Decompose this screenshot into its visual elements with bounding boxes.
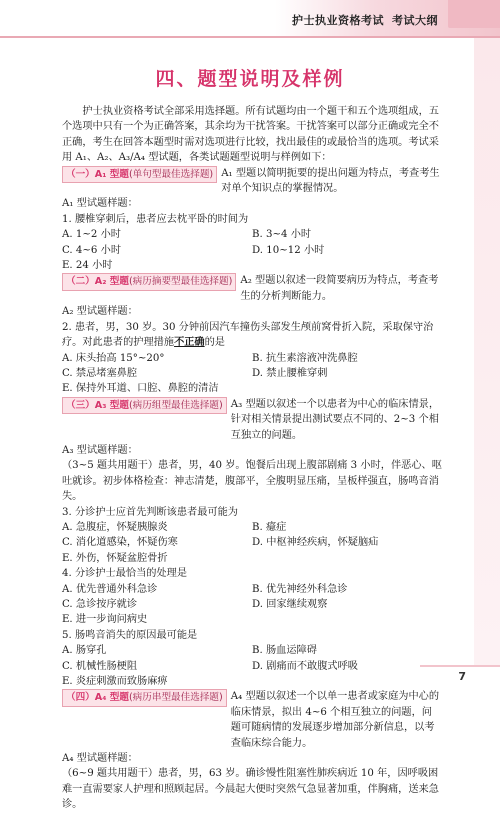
question-1: 1. 腰椎穿刺后，患者应去枕平卧的时间为: [62, 213, 249, 225]
option: D. 中枢神经疾病，怀疑脑疝: [252, 537, 379, 549]
a2-label-text: （二）A₂ 型题: [66, 276, 129, 288]
option: D. 10~12 小时: [252, 244, 325, 256]
option: C. 4~6 小时: [62, 244, 122, 256]
section-a2-label: [62, 273, 236, 290]
intro-paragraph: 护士执业资格考试全部采用选择题。所有试题均由一个题干和五个选项组成，五个选项中只有一个为正确答案，其余均为干扰答案。干扰答案可以部分正确或完全不正确，考生在回答本题型时需对选项进行比较，找出最佳的或最恰当的选项。考试采用 A₁、A₂、A₃/A₄ 型试题，各类试题题型说明与样例如下：: [62, 106, 439, 164]
option: A. 床头抬高 15°~20°: [62, 352, 165, 364]
question-5-options: [62, 643, 442, 689]
option: A. 优先普通外科急诊: [62, 583, 158, 595]
page-title: 四、题型说明及样例: [155, 68, 345, 90]
header-rule: [0, 36, 500, 38]
a3-label-text: （三）A₃ 型题: [66, 399, 129, 411]
option: E. 24 小时: [62, 260, 113, 272]
margin-stripe: [474, 38, 500, 666]
option: D. 禁止腰椎穿刺: [252, 367, 328, 379]
option: E. 保持外耳道、口腔、鼻腔的清洁: [62, 383, 219, 395]
section-a2-heading: [62, 273, 442, 304]
option: B. 优先神经外科急诊: [252, 583, 348, 595]
option: A. 急腹症，怀疑胰腺炎: [62, 521, 168, 533]
section-a3-heading: [62, 397, 442, 443]
section-a4-label: [62, 689, 227, 706]
question-1-options: [62, 227, 442, 273]
option: E. 进一步询问病史: [62, 614, 148, 626]
a2-sample-label: A₂ 型试题样题：: [62, 306, 138, 318]
a4-sample-label: A₄ 型试题样题：: [62, 753, 138, 765]
a2-label-sub: (病历摘要型最佳选择题): [128, 276, 233, 288]
option: E. 外伤，怀疑盆腔骨折: [62, 552, 168, 564]
section-a4-heading: [62, 689, 442, 751]
section-a4-desc: A₄ 型题以叙述一个以单一患者或家庭为中心的临床情景，拟出 4~6 个相互独立的问题，问题可随病情的发展逐步增加部分新信息，以考查临床综合能力。: [230, 691, 440, 749]
a1-label-text: （一）A₁ 型题: [66, 168, 129, 180]
question-3: 3. 分诊护士应首先判断该患者最可能为: [62, 506, 238, 518]
a4-label-sub: (病历串型最佳选择题): [128, 692, 223, 704]
question-2-options: [62, 351, 442, 397]
option: B. 抗生素溶液冲洗鼻腔: [252, 352, 358, 364]
a3-label-sub: (病历组型最佳选择题): [128, 399, 223, 411]
question-2-emphasis: 不正确: [174, 336, 205, 349]
option: C. 消化道感染，怀疑伤寒: [62, 537, 178, 549]
option: C. 禁忌堵塞鼻腔: [62, 367, 138, 379]
question-5: 5. 肠鸣音消失的原因最可能是: [62, 629, 198, 641]
question-3-options: [62, 520, 442, 566]
question-2: [62, 320, 442, 351]
running-header: [292, 12, 438, 28]
option: D. 剧痛而不敢腹式呼吸: [252, 660, 358, 672]
question-4-options: [62, 582, 442, 628]
a1-label-sub: (单句型最佳选择题): [128, 168, 214, 180]
a3-case-stem: （3~5 题共用题干）患者，男，40 岁。饱餐后出现上腹部剧痛 3 小时，伴恶心、呕吐就诊。初步体格检查：神志清楚，腹部平，全腹明显压痛，呈板样强直，肠鸣音消失。: [62, 460, 442, 503]
footer-accent: [420, 665, 500, 667]
option: B. 癔症: [252, 521, 287, 533]
section-a1-desc: A₁ 型题以简明扼要的提出问题为特点，考查考生对单个知识点的掌握情况。: [221, 167, 440, 195]
question-2-tail: 的是: [204, 337, 225, 349]
a3-sample-label: A₃ 型试题样题：: [62, 444, 138, 456]
section-a3-label: [62, 397, 227, 414]
header-section-title: 考试大纲: [392, 14, 438, 27]
option: B. 3~4 小时: [252, 229, 312, 241]
option: A. 1~2 小时: [62, 229, 121, 241]
a4-label-text: （四）A₄ 型题: [66, 692, 129, 704]
header-tab: [448, 0, 500, 28]
section-a1-label: [62, 166, 217, 183]
page-body: [62, 104, 442, 813]
section-a3-desc: A₃ 型题以叙述一个以患者为中心的临床情景，针对相关情景提出测试要点不同的、2~3 个相互独立的问题。: [230, 398, 440, 441]
option: D. 回家继续观察: [252, 599, 328, 610]
option: A. 肠穿孔: [62, 645, 107, 657]
section-a2-desc: A₂ 型题以叙述一段简要病历为特点，考查考生的分析判断能力。: [240, 275, 439, 302]
option: C. 机械性肠梗阻: [62, 660, 138, 672]
question-4: 4. 分诊护士最恰当的处理是: [62, 568, 188, 580]
a4-case-stem: （6~9 题共用题干）患者，男，63 岁。确诊慢性阻塞性肺疾病近 10 年，因呼吸困难一直需要家人护理和照顾起居。今晨起大便时突然气急显著加重，伴胸痛，送来急诊。: [62, 768, 439, 811]
option: B. 肠血运障碍: [252, 645, 317, 657]
header-book-title: 护士执业资格考试: [292, 14, 384, 27]
question-2-text: 2. 患者，男，30 岁。30 分钟前因汽车撞伤头部发生颅前窝骨折入院，采取保守治疗。对此患者的护理措施: [62, 321, 434, 349]
page-number: 7: [458, 670, 466, 683]
option: C. 急诊按序就诊: [62, 599, 138, 610]
option: E. 炎症刺激而致肠麻痹: [62, 676, 168, 688]
a1-sample-label: A₁ 型试题样题：: [62, 198, 138, 210]
section-a1-heading: [62, 166, 442, 197]
